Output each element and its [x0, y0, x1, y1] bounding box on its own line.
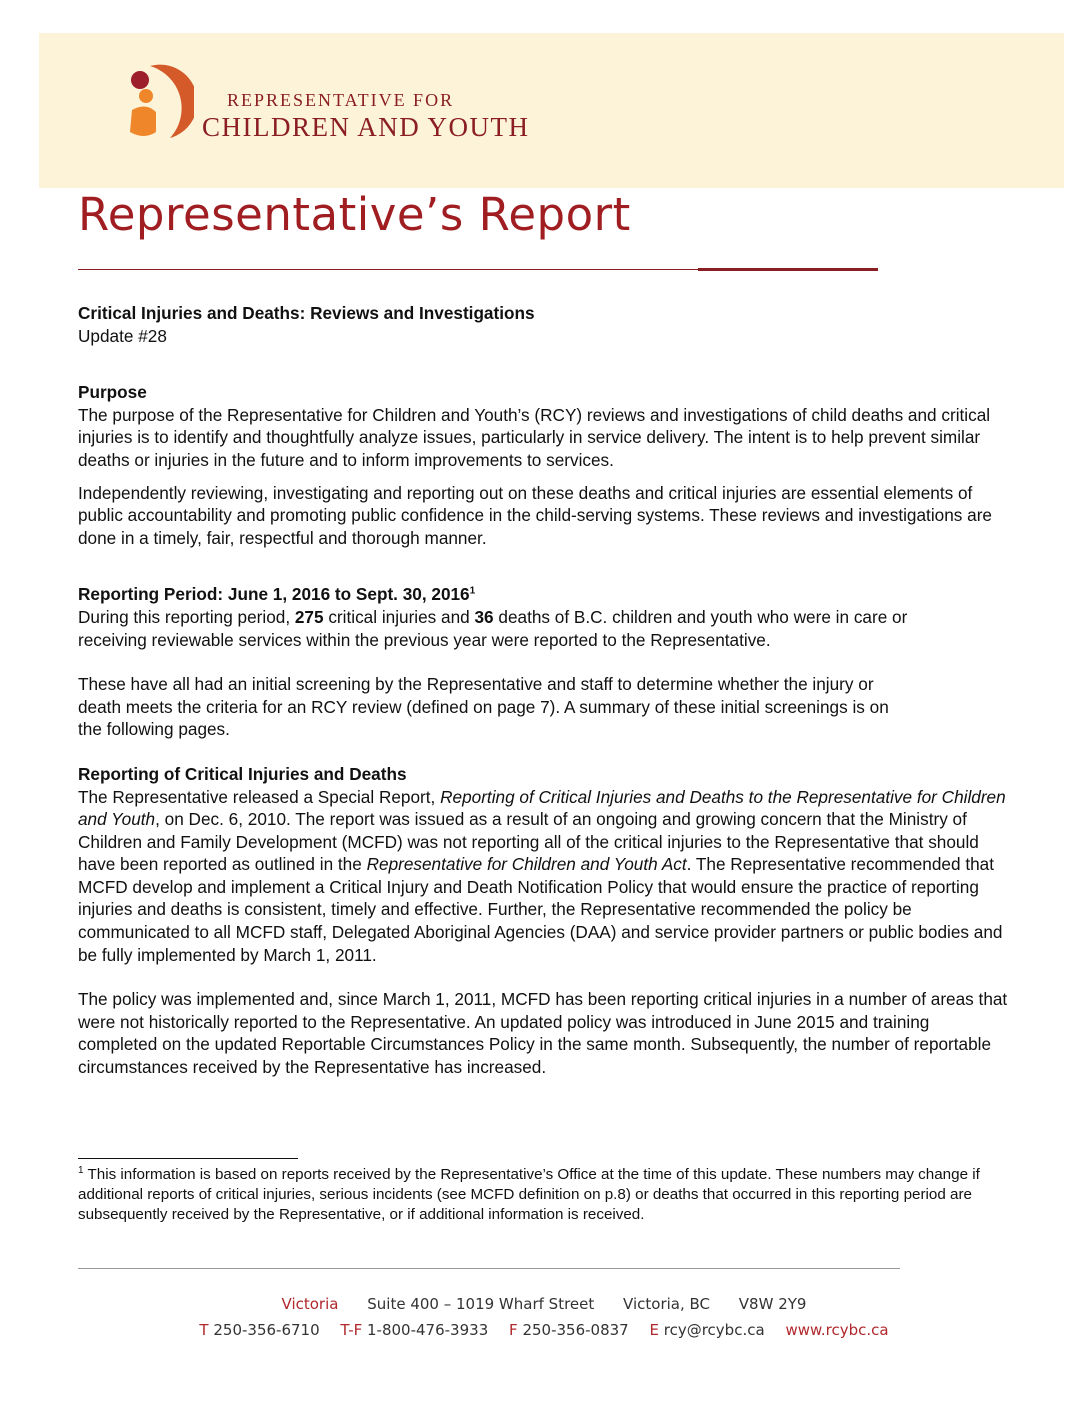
- footnote: [78, 1165, 1013, 1225]
- reporting-paragraph-1: [78, 786, 1013, 967]
- org-name-line2: CHILDREN AND YOUTH: [202, 112, 530, 142]
- period-text-b: critical injuries and: [323, 606, 475, 627]
- footer-postal: V8W 2Y9: [738, 1295, 807, 1313]
- footnote-rule: [78, 1158, 298, 1159]
- reporting-text-c: . The Representative recommended that MCFD develop and implement a Critical Injury and Death Notification Policy that would ensure the practice of reporting injuries and deaths is consistent, timely and effective. Further, the Representative recommended the policy be communicated to all MCFD staff, Delegated Aboriginal Agencies (DAA) and service provider partners or public bodies and be fully implemented by March 1, 2011.: [78, 854, 1003, 965]
- purpose-paragraph-2: Independently reviewing, investigating and reporting out on these deaths and critical injuries are essential elements of public accountability and promoting public confidence in the child-serving systems. These reviews and investigations are done in a timely, fair, respectful and thorough manner.: [78, 482, 992, 548]
- period-heading: [78, 583, 1013, 606]
- footer-city: Victoria: [281, 1295, 339, 1313]
- tollfree-number: 1-800-476-3933: [367, 1321, 489, 1339]
- rcy-logo: [84, 52, 194, 162]
- injuries-count: 275: [294, 606, 324, 627]
- footer-street: Suite 400 – 1019 Wharf Street: [367, 1295, 595, 1313]
- document-body: [78, 302, 1013, 1079]
- purpose-paragraph-1: The purpose of the Representative for Children and Youth’s (RCY) reviews and investigations of child deaths and critical injuries is to identify and thoughtfully analyze issues, particularly in service delivery. The intent is to help prevent similar deaths or injuries in the future and to inform improvements to services.: [78, 404, 991, 470]
- period-paragraph-1: [78, 606, 908, 651]
- org-name-line1: REPRESENTATIVE FOR: [227, 90, 455, 110]
- tollfree-label: T-F: [340, 1321, 363, 1339]
- period-text-a: During this reporting period,: [78, 606, 295, 627]
- reporting-text-b: , on Dec. 6, 2010. The report was issued as a result of an ongoing and growing concern that the Ministry of Children and Family Development (MCFD) was not reporting all of the critical injuries to the Representative that should have been reported as outlined in the: [78, 809, 979, 875]
- purpose-heading: Purpose: [78, 382, 147, 403]
- period-paragraph-2: These have all had an initial screening by the Representative and staff to determine whether the injury or death meets the criteria for an RCY review (defined on page 7). A summary of these initial screenings is on the following pages.: [78, 674, 889, 740]
- act-title: Representative for Children and Youth Act: [366, 854, 687, 875]
- reporting-text-a: The Representative released a Special Report,: [78, 786, 441, 807]
- phone-label: T: [199, 1321, 209, 1339]
- document-title: Critical Injuries and Deaths: Reviews and Investigations: [78, 303, 535, 323]
- reporting-heading: Reporting of Critical Injuries and Deaths: [78, 763, 407, 784]
- website-link[interactable]: www.rcybc.ca: [785, 1321, 889, 1339]
- phone-number: 250-356-6710: [213, 1321, 320, 1339]
- deaths-count: 36: [474, 606, 494, 627]
- footer-city-prov: Victoria, BC: [623, 1295, 711, 1313]
- fax-number: 250-356-0837: [522, 1321, 629, 1339]
- footnote-text: This information is based on reports received by the Representative’s Office at the time of this update. These numbers may change if additional reports of critical injuries, serious incidents (see MCFD definition on p.8) or deaths that occurred in this reporting period are subsequently received by the Representative, or if additional information is received.: [78, 1166, 980, 1223]
- email-label: E: [649, 1321, 659, 1339]
- footnote-number: 1: [78, 1164, 84, 1176]
- period-heading-text: Reporting Period: June 1, 2016 to Sept. 30, 2016: [78, 584, 470, 605]
- footer-address: [0, 1295, 1088, 1313]
- period-text-c: deaths of B.C. children and youth who were in care or receiving reviewable services within the previous year were reported to the Representative.: [78, 606, 908, 650]
- report-title: Representative’s Report: [78, 188, 631, 241]
- footnote-ref: 1: [469, 585, 476, 597]
- email-address[interactable]: rcy@rcybc.ca: [663, 1321, 765, 1339]
- footer-rule: [78, 1268, 900, 1269]
- fax-label: F: [509, 1321, 518, 1339]
- update-number: Update #28: [78, 325, 167, 346]
- special-report-title: Reporting of Critical Injuries and Deaths to the Representative for Children and Youth: [78, 786, 1006, 830]
- reporting-paragraph-2: The policy was implemented and, since March 1, 2011, MCFD has been reporting critical injuries in a number of areas that were not historically reported to the Representative. An updated policy was introduced in June 2015 and training completed on the updated Reportable Circumstances Policy in the same month. Subsequently, the number of reportable circumstances received by the Representative has increased.: [78, 989, 1008, 1078]
- footer-contacts: [0, 1321, 1088, 1339]
- title-rule-accent: [698, 268, 878, 271]
